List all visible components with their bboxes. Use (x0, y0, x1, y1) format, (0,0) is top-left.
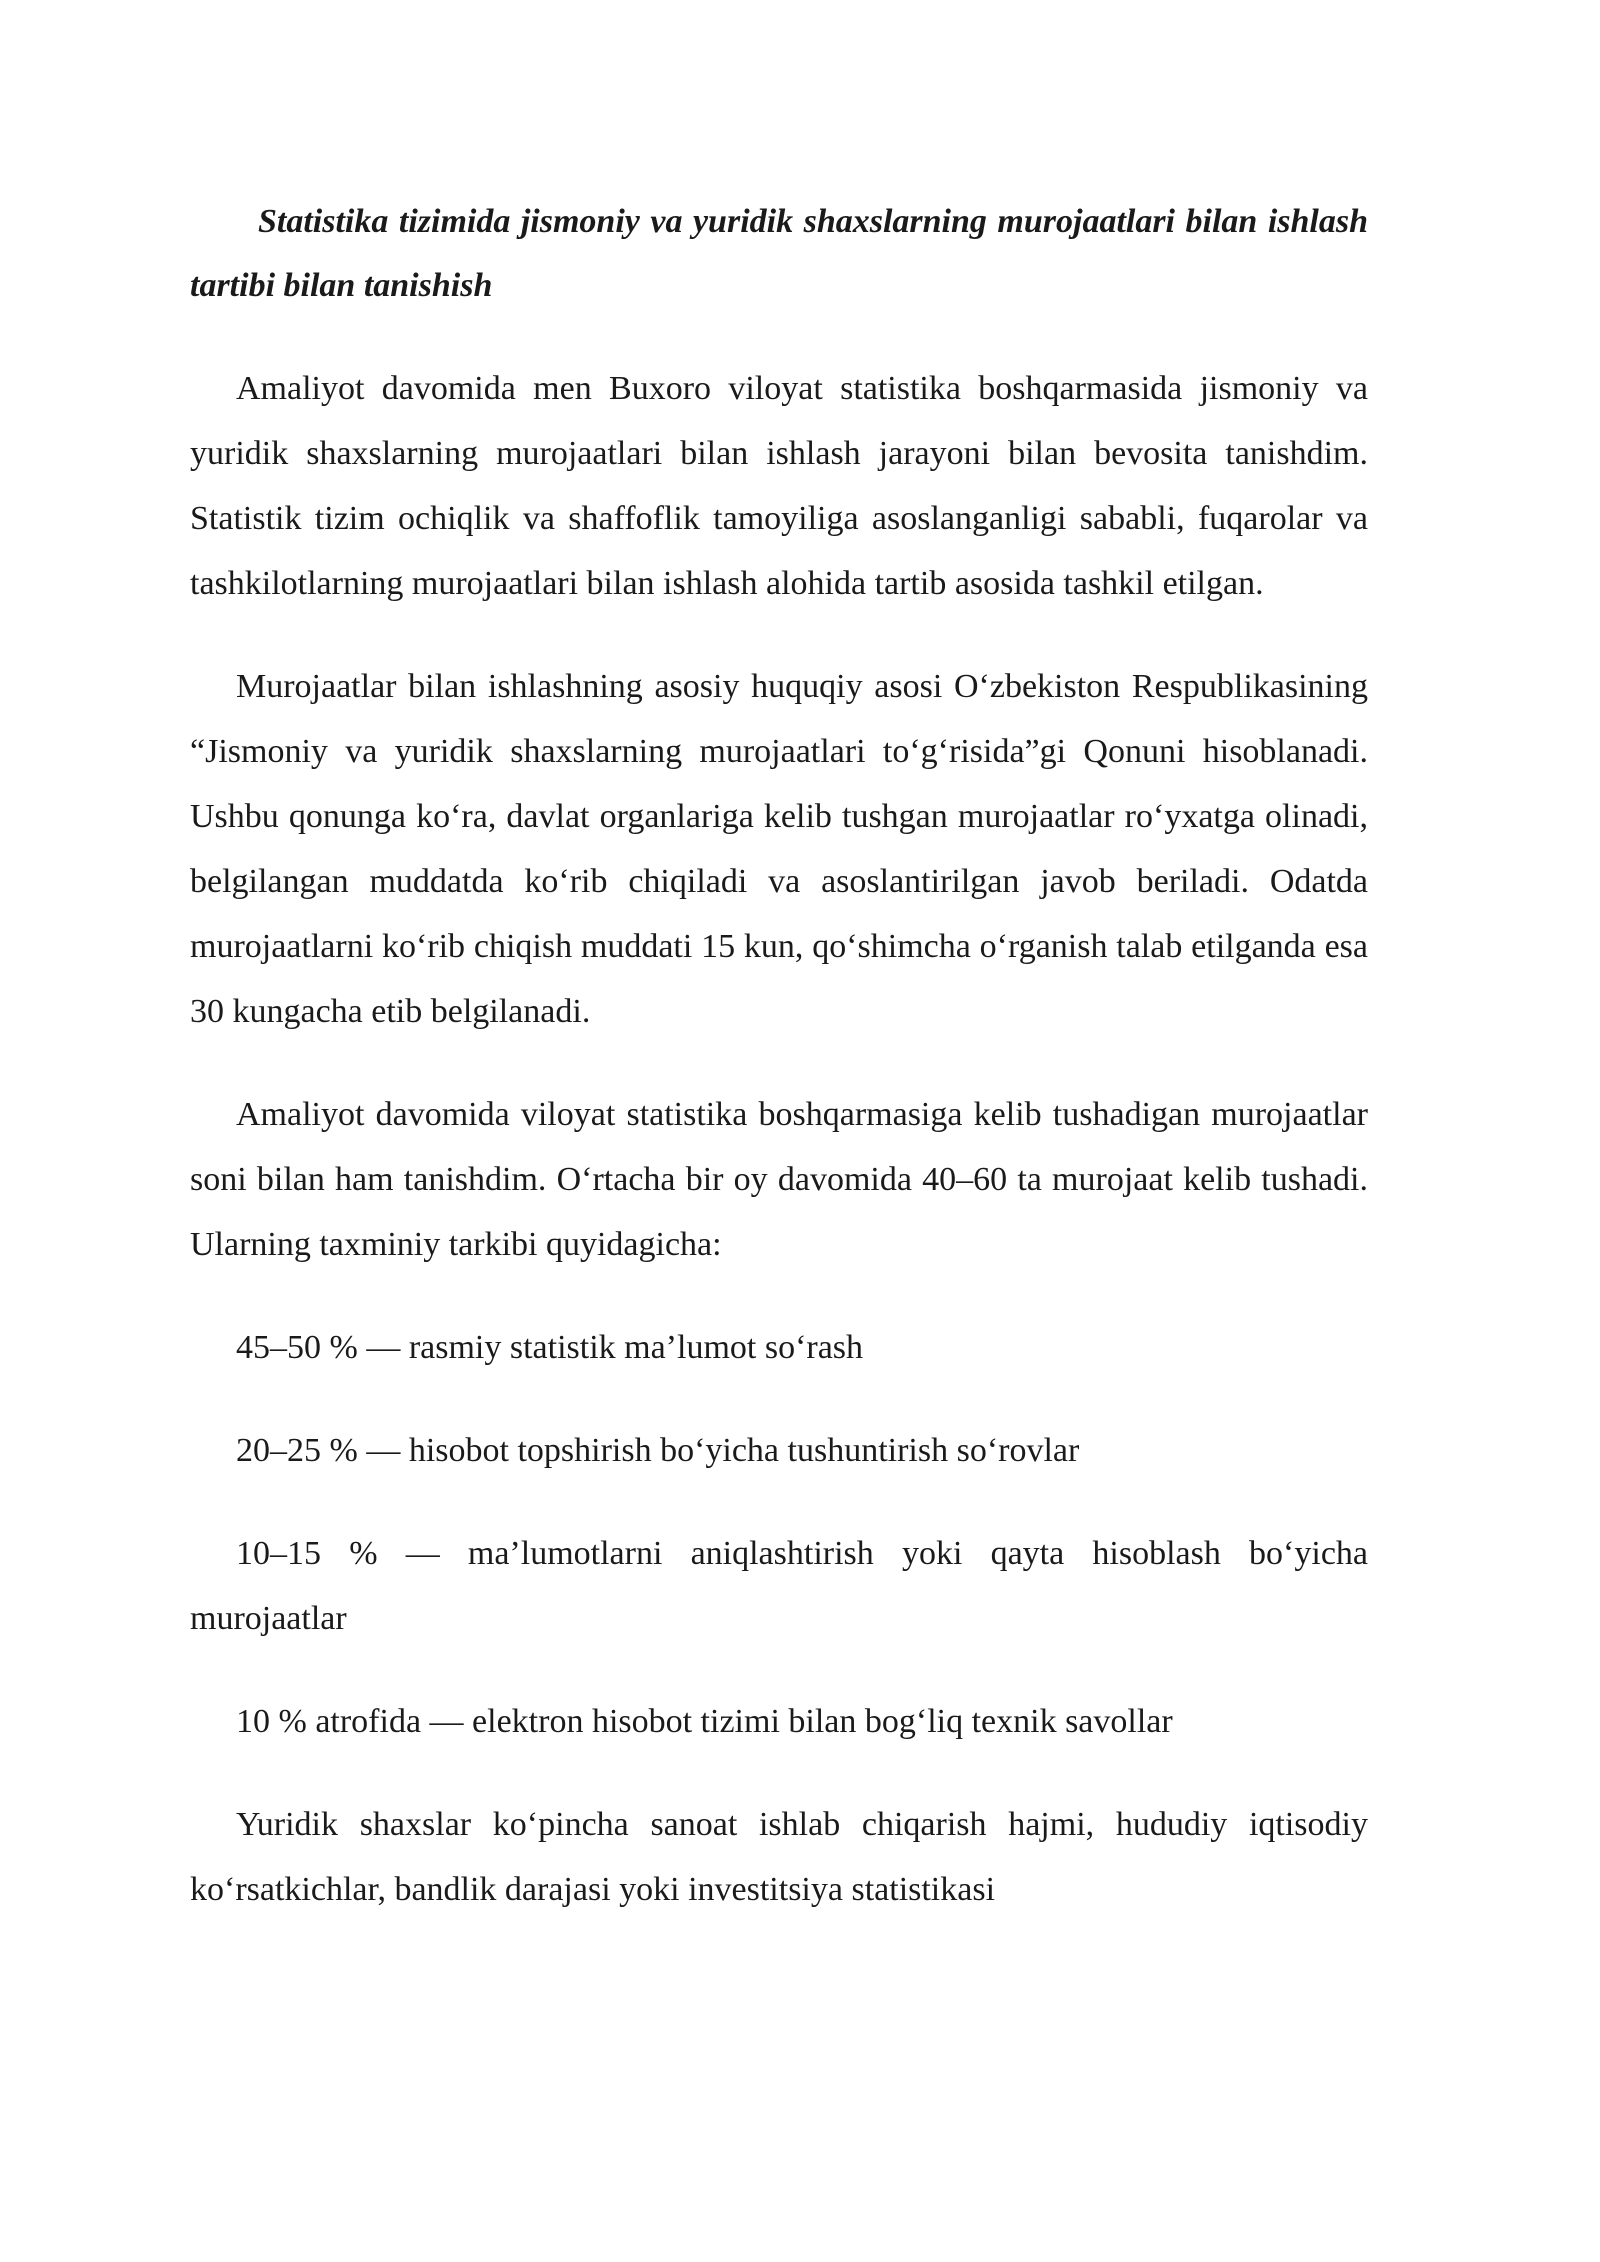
paragraph-4: Yuridik shaxslar ko‘pincha sanoat ishlab chiqarish hajmi, hududiy iqtisodiy ko‘rsatkichlar, bandlik darajasi yoki investitsiya statistikasi (190, 1806, 1368, 1908)
paragraph-1: Amaliyot davomida men Buxoro viloyat statistika boshqarmasida jismoniy va yuridik shaxslarning murojaatlari bilan ishlash jarayoni bilan bevosita tanishdim. Statistik tizim ochiqlik va shaffoflik tamoyiliga asoslanganligi sababli, fuqarolar va tashkilotlarning murojaatlari bilan ishlash alohida tartib asosida tashkil etilgan. (190, 370, 1368, 602)
document-title: Statistika tizimida jismoniy va yuridik shaxslarning murojaatlari bilan ishlash tartibi bilan tanishish (190, 203, 1368, 304)
list-item-3: 10–15 % — ma’lumotlarni aniqlashtirish yoki qayta hisoblash bo‘yicha murojaatlar (190, 1535, 1368, 1637)
list-item-2: 20–25 % — hisobot topshirish bo‘yicha tushuntirish so‘rovlar (236, 1432, 1080, 1469)
paragraph-3: Amaliyot davomida viloyat statistika boshqarmasiga kelib tushadigan murojaatlar soni bilan ham tanishdim. O‘rtacha bir oy davomida 40–60 ta murojaat kelib tushadi. Ularning taxminiy tarkibi quyidagicha: (190, 1096, 1368, 1263)
list-item-4: 10 % atrofida — elektron hisobot tizimi bilan bog‘liq texnik savollar (236, 1703, 1173, 1740)
document-page (190, 190, 1368, 1960)
list-item-1: 45–50 % — rasmiy statistik ma’lumot so‘rash (236, 1329, 864, 1366)
paragraph-2: Murojaatlar bilan ishlashning asosiy huquqiy asosi O‘zbekiston Respublikasining “Jismoniy va yuridik shaxslarning murojaatlari to‘g‘risida”gi Qonuni hisoblanadi. Ushbu qonunga ko‘ra, davlat organlariga kelib tushgan murojaatlar ro‘yxatga olinadi, belgilangan muddatda ko‘rib chiqiladi va asoslantirilgan javob beriladi. Odatda murojaatlarni ko‘rib chiqish muddati 15 kun, qo‘shimcha o‘rganish talab etilganda esa 30 kungacha etib belgilanadi. (190, 668, 1368, 1030)
